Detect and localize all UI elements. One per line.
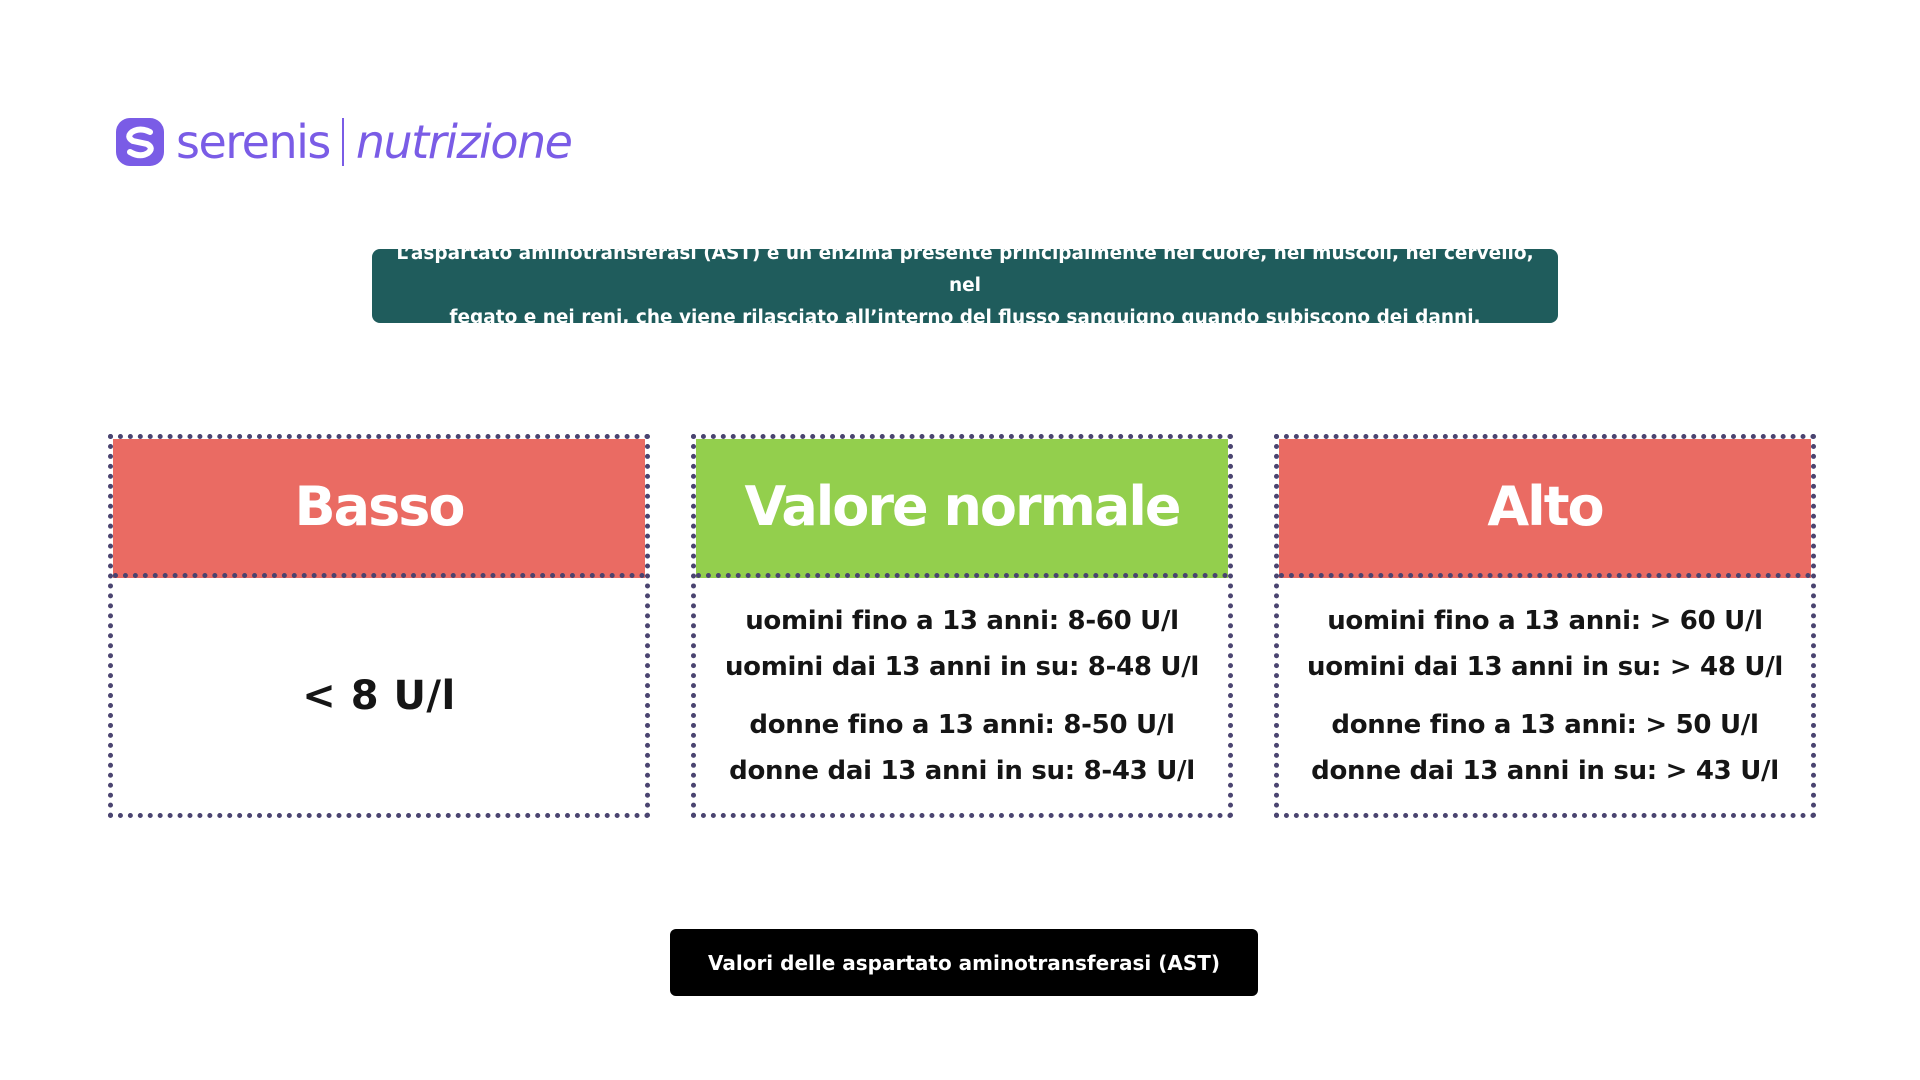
card-normal-body (696, 578, 1228, 813)
serenis-s-icon (116, 118, 164, 166)
high-men-group (1307, 598, 1783, 690)
intro-line-2: fegato e nei reni, che viene rilasciato all’interno del flusso sanguigno quando subiscono dei danni. (449, 307, 1481, 328)
normal-women-under-13: donne fino a 13 anni: 8-50 U/l (749, 709, 1175, 740)
high-men-over-13: uomini dai 13 anni in su: > 48 U/l (1306, 651, 1784, 682)
logo-divider (342, 118, 344, 166)
high-men-under-13: uomini fino a 13 anni: > 60 U/l (1327, 605, 1763, 636)
high-women-group (1311, 702, 1779, 794)
caption-label: Valori delle aspartato aminotransferasi (AST) (670, 929, 1258, 996)
card-low (108, 434, 650, 818)
high-women-under-13: donne fino a 13 anni: > 50 U/l (1331, 709, 1759, 740)
card-high (1274, 434, 1816, 818)
normal-men-under-13: uomini fino a 13 anni: 8-60 U/l (745, 605, 1179, 636)
low-value: < 8 U/l (302, 672, 456, 719)
brand-name: serenis (176, 115, 330, 169)
intro-line-1: L’aspartato aminotransferasi (AST) è un enzima presente principalmente nel cuore, nei muscoli, nel cervello, nel (396, 243, 1534, 296)
card-high-header: Alto (1279, 439, 1811, 578)
sub-brand-name: nutrizione (355, 115, 572, 169)
intro-banner (372, 243, 1558, 328)
card-normal (691, 434, 1233, 818)
card-normal-header: Valore normale (696, 439, 1228, 578)
card-high-body (1279, 578, 1811, 813)
high-women-over-13: donne dai 13 anni in su: > 43 U/l (1311, 755, 1779, 786)
intro-text (384, 238, 1546, 334)
normal-men-group (725, 598, 1199, 690)
card-low-header: Basso (113, 439, 645, 578)
normal-women-over-13: donne dai 13 anni in su: 8-43 U/l (729, 755, 1195, 786)
serenis-nutrizione-logo (116, 114, 571, 170)
normal-women-group (729, 702, 1195, 794)
card-low-body (113, 578, 645, 813)
normal-men-over-13: uomini dai 13 anni in su: 8-48 U/l (724, 651, 1200, 682)
